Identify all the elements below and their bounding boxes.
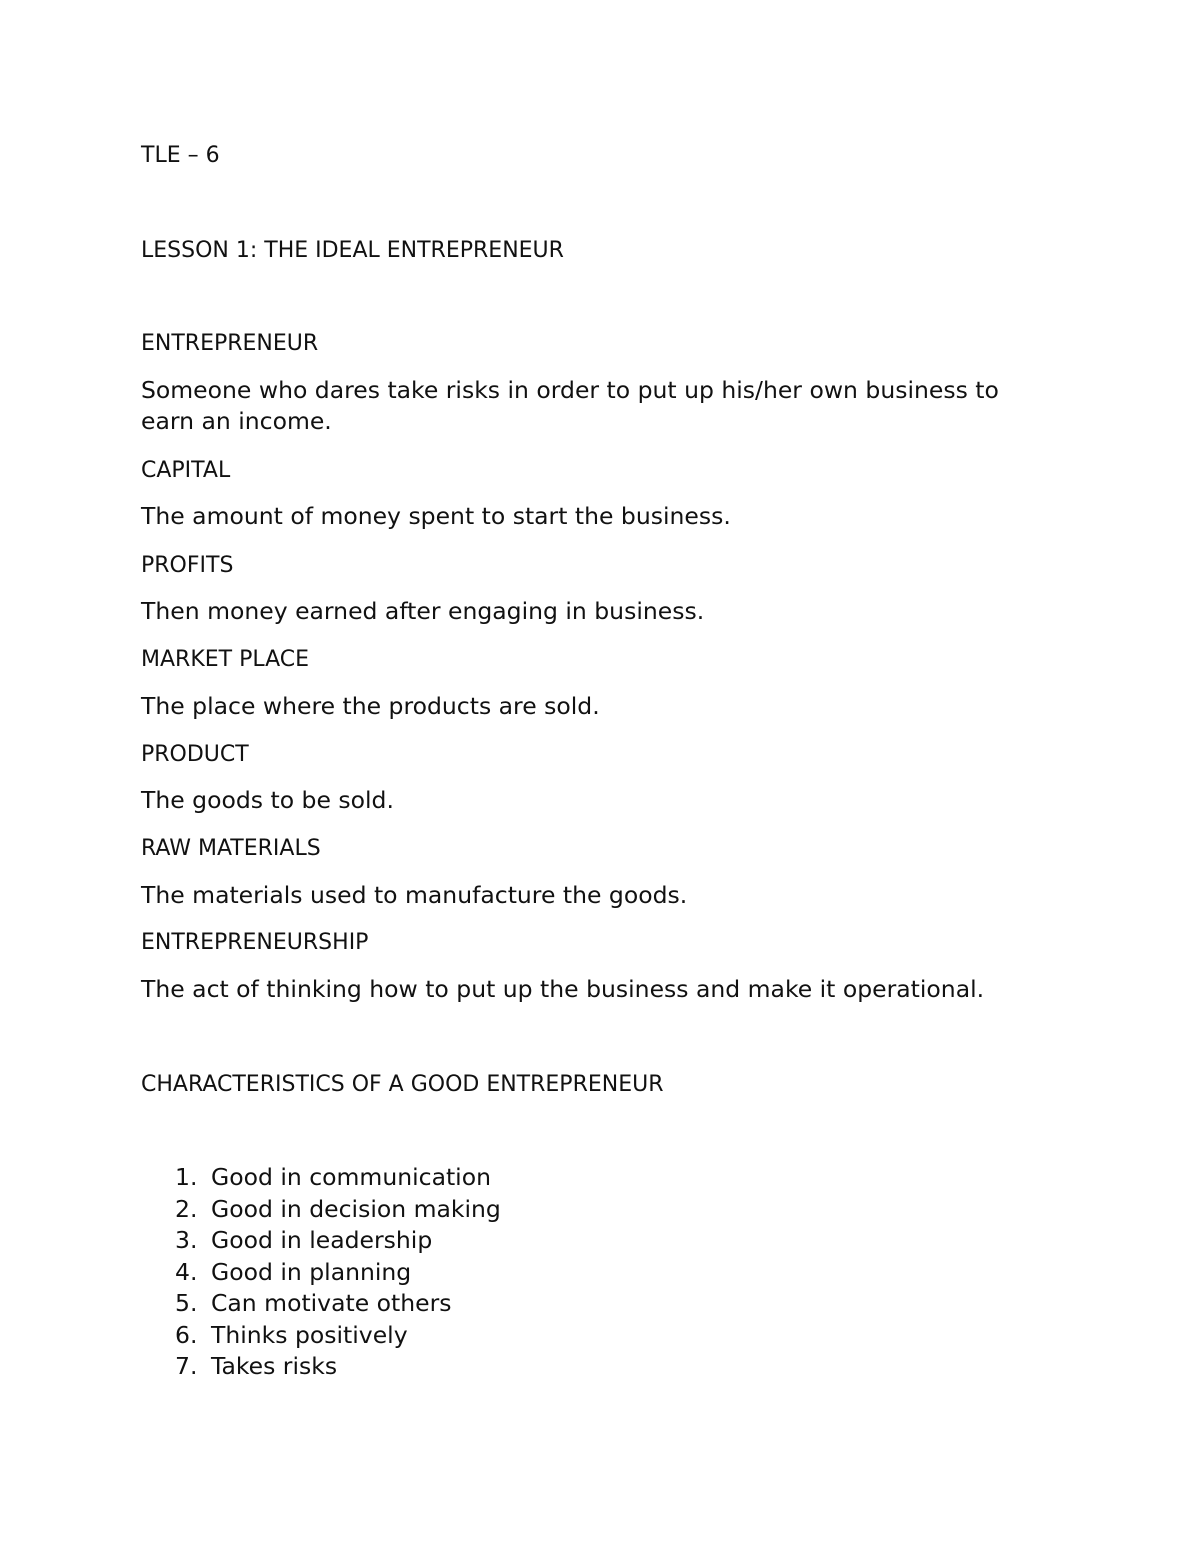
list-item-number: 4. bbox=[175, 1257, 198, 1286]
term-product: PRODUCT bbox=[141, 742, 249, 767]
definition-entrepreneur-line2: earn an income. bbox=[141, 407, 332, 435]
list-item-number: 7. bbox=[175, 1352, 198, 1380]
term-entrepreneurship: ENTREPRENEURSHIP bbox=[141, 930, 369, 955]
list-item-text: Can motivate others bbox=[211, 1289, 452, 1317]
list-item-text: Good in planning bbox=[211, 1257, 412, 1286]
list-item-number: 3. bbox=[175, 1226, 198, 1254]
lesson-title: LESSON 1: THE IDEAL ENTREPRENEUR bbox=[141, 238, 564, 263]
list-item-text: Good in leadership bbox=[211, 1226, 433, 1254]
term-capital: CAPITAL bbox=[141, 458, 231, 483]
definition-entrepreneurship: The act of thinking how to put up the business and make it operational. bbox=[141, 975, 985, 1003]
list-item-number: 2. bbox=[175, 1194, 198, 1223]
definition-market-place: The place where the products are sold. bbox=[141, 692, 600, 720]
definition-product: The goods to be sold. bbox=[141, 786, 394, 814]
list-item-text: Thinks positively bbox=[211, 1320, 408, 1349]
characteristics-heading: CHARACTERISTICS OF A GOOD ENTREPRENEUR bbox=[141, 1072, 664, 1097]
term-profits: PROFITS bbox=[141, 553, 234, 578]
list-item-text: Takes risks bbox=[211, 1352, 338, 1380]
course-label: TLE – 6 bbox=[141, 143, 220, 168]
list-item-number: 6. bbox=[175, 1320, 198, 1349]
term-entrepreneur: ENTREPRENEUR bbox=[141, 331, 319, 356]
list-item-number: 1. bbox=[175, 1163, 198, 1191]
list-item-text: Good in communication bbox=[211, 1163, 491, 1191]
list-item-number: 5. bbox=[175, 1289, 198, 1317]
term-raw-materials: RAW MATERIALS bbox=[141, 836, 321, 861]
definition-capital: The amount of money spent to start the business. bbox=[141, 502, 731, 530]
definition-entrepreneur-line1: Someone who dares take risks in order to put up his/her own business to bbox=[141, 376, 999, 404]
list-item-text: Good in decision making bbox=[211, 1194, 501, 1223]
definition-profits: Then money earned after engaging in business. bbox=[141, 597, 705, 625]
definition-raw-materials: The materials used to manufacture the goods. bbox=[141, 881, 688, 909]
term-market-place: MARKET PLACE bbox=[141, 647, 310, 672]
